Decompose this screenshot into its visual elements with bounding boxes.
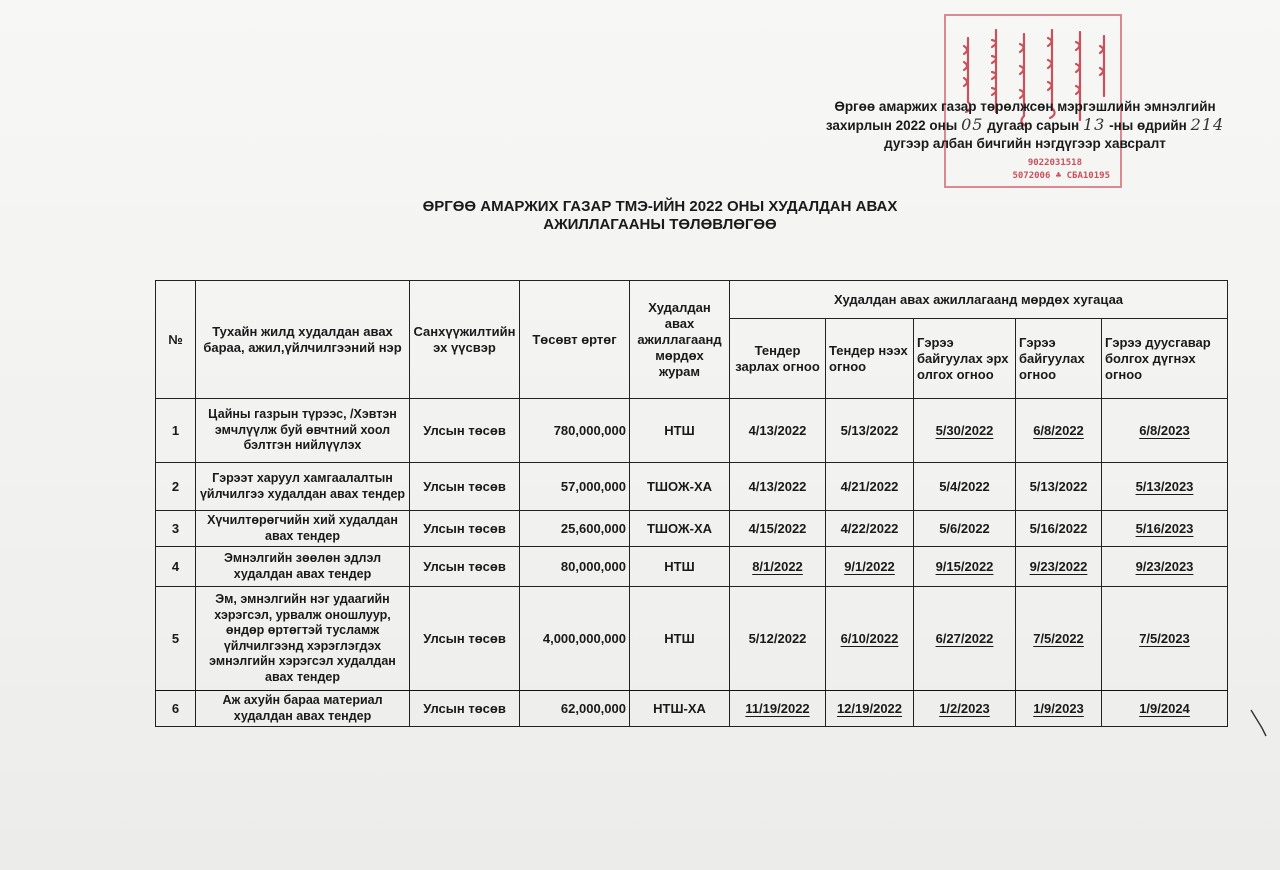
cell-open: 5/13/2022	[826, 399, 914, 463]
cell-finish: 5/13/2023	[1102, 463, 1228, 511]
procurement-plan-table	[155, 280, 1228, 727]
cell-sign: 6/8/2022	[1016, 399, 1102, 463]
cell-sign: 1/9/2023	[1016, 691, 1102, 727]
col-header-sign: Гэрээ байгуулах огноо	[1016, 319, 1102, 399]
table-row	[156, 511, 1228, 547]
cell-num: 4	[156, 547, 196, 587]
table-row	[156, 547, 1228, 587]
header-row-1	[156, 281, 1228, 319]
title-line-1: ӨРГӨӨ АМАРЖИХ ГАЗАР ТМЭ-ИЙН 2022 ОНЫ ХУДАЛДАН АВАХ	[422, 198, 898, 215]
cell-name: Цайны газрын түрээс, /Хэвтэн эмчлүүлж буй өвчтний хоол бэлтгэн нийлүүлэх	[196, 399, 410, 463]
cell-num: 1	[156, 399, 196, 463]
col-header-procedure: Худалдан авах ажиллагаанд мөрдөх журам	[630, 281, 730, 399]
table-row	[156, 463, 1228, 511]
cell-sign: 7/5/2022	[1016, 587, 1102, 691]
appendix-text-a: захирлын 2022 оны	[825, 118, 958, 133]
cell-sign: 5/16/2022	[1016, 511, 1102, 547]
cell-procedure: ТШОЖ-ХА	[630, 463, 730, 511]
cell-budget: 57,000,000	[520, 463, 630, 511]
cell-source: Улсын төсөв	[410, 511, 520, 547]
appendix-line-1: Өргөө амаржих газар төрөлжсөн мэргэшлийн эмнэлгийн	[834, 99, 1216, 114]
col-header-source: Санхүүжилтийн эх үүсвэр	[410, 281, 520, 399]
cell-open: 4/22/2022	[826, 511, 914, 547]
cell-award: 1/2/2023	[914, 691, 1016, 727]
cell-sign: 9/23/2022	[1016, 547, 1102, 587]
appendix-line-3: дугээр албан бичгийн нэгдүгээр хавсралт	[884, 136, 1166, 151]
cell-num: 2	[156, 463, 196, 511]
col-header-finish: Гэрээ дуусгавар болгох дүгнэх огноо	[1102, 319, 1228, 399]
cell-award: 5/30/2022	[914, 399, 1016, 463]
handwritten-letter-number: 214	[1190, 115, 1225, 134]
cell-award: 9/15/2022	[914, 547, 1016, 587]
cell-finish: 9/23/2023	[1102, 547, 1228, 587]
cell-name: Эм, эмнэлгийн нэг удаагийн хэрэгсэл, урвалж оношлуур, өндөр өртөгтэй тусламж үйлчилгээнд хэрэглэгдэх эмнэлгийн хэрэгсэл худалдан авах тендер	[196, 587, 410, 691]
cell-award: 5/4/2022	[914, 463, 1016, 511]
cell-source: Улсын төсөв	[410, 463, 520, 511]
appendix-line-2	[790, 116, 1260, 135]
cell-budget: 62,000,000	[520, 691, 630, 727]
procurement-plan-table-wrap	[155, 280, 1228, 727]
cell-budget: 780,000,000	[520, 399, 630, 463]
appendix-text-c: -ны өдрийн	[1109, 118, 1187, 133]
cell-announce: 11/19/2022	[730, 691, 826, 727]
col-header-deadlines-group: Худалдан авах ажиллагаанд мөрдөх хугацаа	[730, 281, 1228, 319]
pen-mark-icon	[1248, 708, 1270, 738]
cell-procedure: ТШОЖ-ХА	[630, 511, 730, 547]
col-header-award: Гэрээ байгуулах эрх олгох огноо	[914, 319, 1016, 399]
cell-budget: 80,000,000	[520, 547, 630, 587]
col-header-announce: Тендер зарлах огноо	[730, 319, 826, 399]
col-header-num: №	[156, 281, 196, 399]
handwritten-month: 05	[961, 115, 984, 134]
cell-sign: 5/13/2022	[1016, 463, 1102, 511]
cell-procedure: НТШ	[630, 399, 730, 463]
cell-source: Улсын төсөв	[410, 547, 520, 587]
cell-announce: 4/13/2022	[730, 463, 826, 511]
cell-num: 6	[156, 691, 196, 727]
stamp-number-2: 5072006 ♣ СБА10195	[1012, 171, 1110, 181]
table-row	[156, 399, 1228, 463]
cell-source: Улсын төсөв	[410, 399, 520, 463]
title-line-2: АЖИЛЛАГААНЫ ТӨЛӨВЛӨГӨӨ	[543, 216, 777, 233]
cell-procedure: НТШ	[630, 547, 730, 587]
appendix-text-b: дугаар сарын	[987, 118, 1080, 133]
cell-source: Улсын төсөв	[410, 691, 520, 727]
cell-procedure: НТШ-ХА	[630, 691, 730, 727]
table-row	[156, 691, 1228, 727]
cell-announce: 4/15/2022	[730, 511, 826, 547]
cell-announce: 5/12/2022	[730, 587, 826, 691]
cell-award: 5/6/2022	[914, 511, 1016, 547]
cell-open: 12/19/2022	[826, 691, 914, 727]
col-header-budget: Төсөвт өртөг	[520, 281, 630, 399]
cell-name: Гэрээт харуул хамгаалалтын үйлчилгээ худалдан авах тендер	[196, 463, 410, 511]
cell-finish: 7/5/2023	[1102, 587, 1228, 691]
handwritten-day: 13	[1082, 115, 1106, 134]
cell-finish: 5/16/2023	[1102, 511, 1228, 547]
cell-num: 3	[156, 511, 196, 547]
cell-open: 6/10/2022	[826, 587, 914, 691]
cell-budget: 25,600,000	[520, 511, 630, 547]
col-header-open: Тендер нээх огноо	[826, 319, 914, 399]
col-header-name: Тухайн жилд худалдан авах бараа, ажил,үйлчилгээний нэр	[196, 281, 410, 399]
cell-name: Хүчилтөрөгчийн хий худалдан авах тендер	[196, 511, 410, 547]
cell-budget: 4,000,000,000	[520, 587, 630, 691]
cell-procedure: НТШ	[630, 587, 730, 691]
cell-name: Аж ахуйн бараа материал худалдан авах тендер	[196, 691, 410, 727]
cell-source: Улсын төсөв	[410, 587, 520, 691]
cell-finish: 6/8/2023	[1102, 399, 1228, 463]
stamp-number-1: 9022031518	[1027, 158, 1082, 168]
cell-open: 4/21/2022	[826, 463, 914, 511]
cell-open: 9/1/2022	[826, 547, 914, 587]
appendix-note	[790, 98, 1260, 153]
document-title	[330, 198, 990, 234]
cell-name: Эмнэлгийн зөөлөн эдлэл худалдан авах тендер	[196, 547, 410, 587]
cell-announce: 4/13/2022	[730, 399, 826, 463]
cell-num: 5	[156, 587, 196, 691]
table-row	[156, 587, 1228, 691]
cell-award: 6/27/2022	[914, 587, 1016, 691]
cell-finish: 1/9/2024	[1102, 691, 1228, 727]
cell-announce: 8/1/2022	[730, 547, 826, 587]
